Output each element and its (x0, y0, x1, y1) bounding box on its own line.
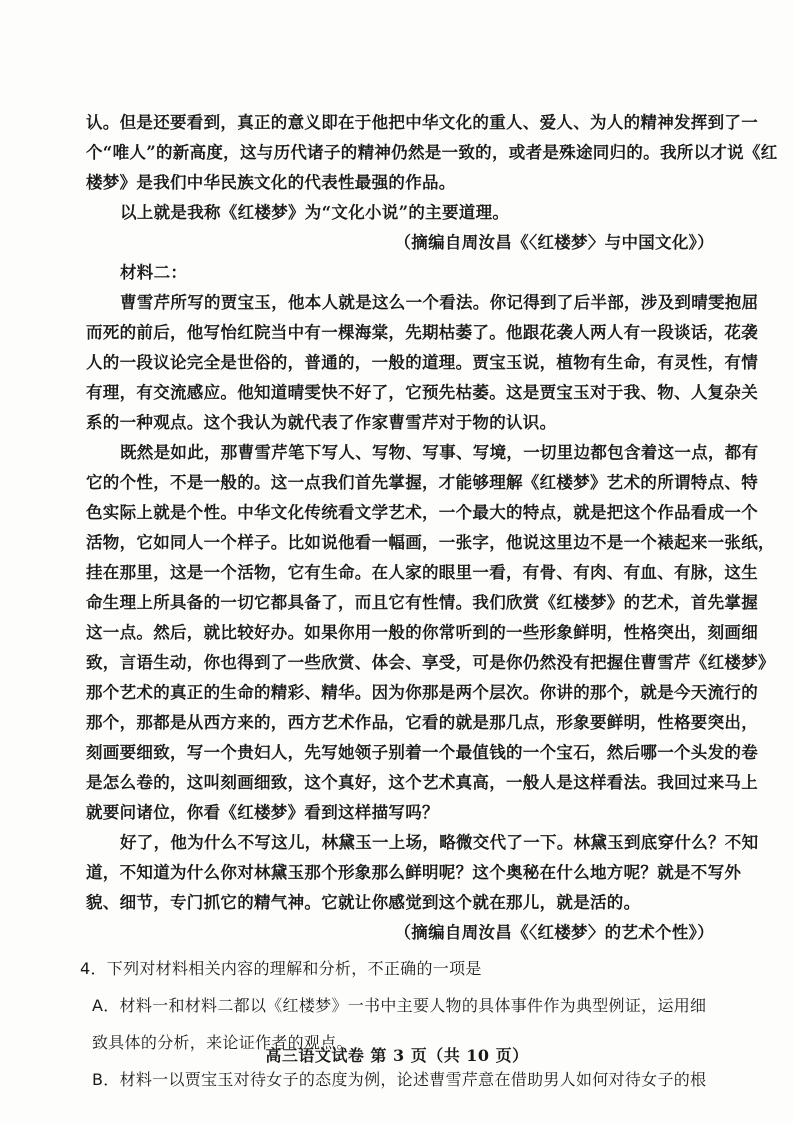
text-line: 既然是如此，那曹雪芹笔下写人、写物、写事、写境，一切里边都包含着这一点，都有 (120, 443, 759, 462)
question-4 (80, 950, 714, 1098)
text-line: 貌、细节，专门抓它的精气神。它就让你感觉到这个就在那儿，就是活的。 (86, 893, 641, 912)
material-heading: 材料二： (120, 263, 188, 282)
text-line: 那个艺术的真正的生命的精彩、精华。因为你那是两个层次。你讲的那个，就是今天流行的 (86, 683, 758, 702)
text-line: 这一点。然后，就比较好办。如果你用一般的你常听到的一些形象鲜明，性格突出，刻画细 (86, 623, 758, 642)
text-line: 就要问诸位，你看《红楼梦》看到这样描写吗？ (86, 803, 439, 822)
text-line: 那个，那都是从西方来的，西方艺术作品，它看的就是那几点，形象要鲜明，性格要突出， (86, 713, 758, 732)
text-line: 楼梦》是我们中华民族文化的代表性最强的作品。 (86, 173, 456, 192)
text-line: 好了，他为什么不写这儿，林黛玉一上场，略微交代了一下。林黛玉到底穿什么？不知 (120, 833, 759, 852)
text-line: 挂在那里，这是一个活物，它有生命。在人家的眼里一看，有骨、有肉、有血、有脉，这生 (86, 563, 758, 582)
page-content (80, 108, 778, 1098)
source-citation: （摘编自周汝昌《〈红楼梦〉与中国文化》） (394, 233, 714, 252)
text-line: 曹雪芹所写的贾宝玉，他本人就是这么一个看法。你记得到了后半部，涉及到晴雯抱屈 (120, 293, 759, 312)
text-line: 它的个性，不是一般的。这一点我们首先掌握，才能够理解《红楼梦》艺术的所谓特点、特 (86, 473, 758, 492)
text-line: 是怎么卷的，这叫刻画细致，这个真好，这个艺术真高，一般人是这样看法。我回过来马上 (86, 773, 758, 792)
text-line: 以上就是我称《红楼梦》为“文化小说”的主要道理。 (120, 203, 510, 222)
text-line: 命生理上所具备的一切它都具备了，而且它有性情。我们欣赏《红楼梦》的艺术，首先掌握 (86, 593, 758, 612)
text-line: 色实际上就是个性。中华文化传统看文学艺术，一个最大的特点，就是把这个作品看成一个 (86, 503, 758, 522)
option-b: B．材料一以贾宝玉对待女子的态度为例，论述曹雪芹意在借助男人如何对待女子的根 (92, 1070, 707, 1089)
text-line: 致，言语生动，你也得到了一些欣赏、体会、享受，可是你仍然没有把握住曹雪芹《红楼梦》 (86, 653, 775, 672)
text-line: 活物，它如同人一个样子。比如说他看一幅画，一张字，他说这里边不是一个裱起来一张纸， (86, 533, 775, 552)
text-line: 刻画要细致，写一个贵妇人，先写她领子别着一个最值钱的一个宝石，然后哪一个头发的卷 (86, 743, 758, 762)
text-line: 个“唯人”的新高度，这与历代诸子的精神仍然是一致的，或者是殊途同归的。我所以才说《红 (86, 143, 778, 162)
page-footer: 高三语文试卷 第 3 页（共 10 页） (265, 1046, 529, 1065)
option-a: A．材料一和材料二都以《红楼梦》一书中主要人物的具体事件作为典型例证，运用细 (92, 996, 707, 1015)
text-line: 系的一种观点。这个我认为就代表了作家曹雪芹对于物的认识。 (86, 413, 557, 432)
text-line: 人的一段议论完全是世俗的，普通的，一般的道理。贾宝玉说，植物有生命，有灵性，有情 (86, 353, 758, 372)
text-line: 道，不知道为什么你对林黛玉那个形象那么鲜明呢？这个奥秘在什么地方呢？就是不写外 (86, 863, 742, 882)
question-stem: 4．下列对材料相关内容的理解和分析，不正确的一项是 (80, 959, 482, 978)
source-citation: （摘编自周汝昌《〈红楼梦〉的艺术个性》） (394, 923, 714, 942)
text-line: 有理，有交流感应。他知道晴雯快不好了，它预先枯萎。这是贾宝玉对于我、物、人复杂关 (86, 383, 758, 402)
option-a-continued: 致具体的分析，来论证作者的观点。 (92, 1033, 353, 1052)
text-line: 而死的前后，他写怡红院当中有一棵海棠，先期枯萎了。他跟花袭人两人有一段谈话，花袭 (86, 323, 758, 342)
text-line: 认。但是还要看到，真正的意义即在于他把中华文化的重人、爱人、为人的精神发挥到了一 (86, 113, 758, 132)
